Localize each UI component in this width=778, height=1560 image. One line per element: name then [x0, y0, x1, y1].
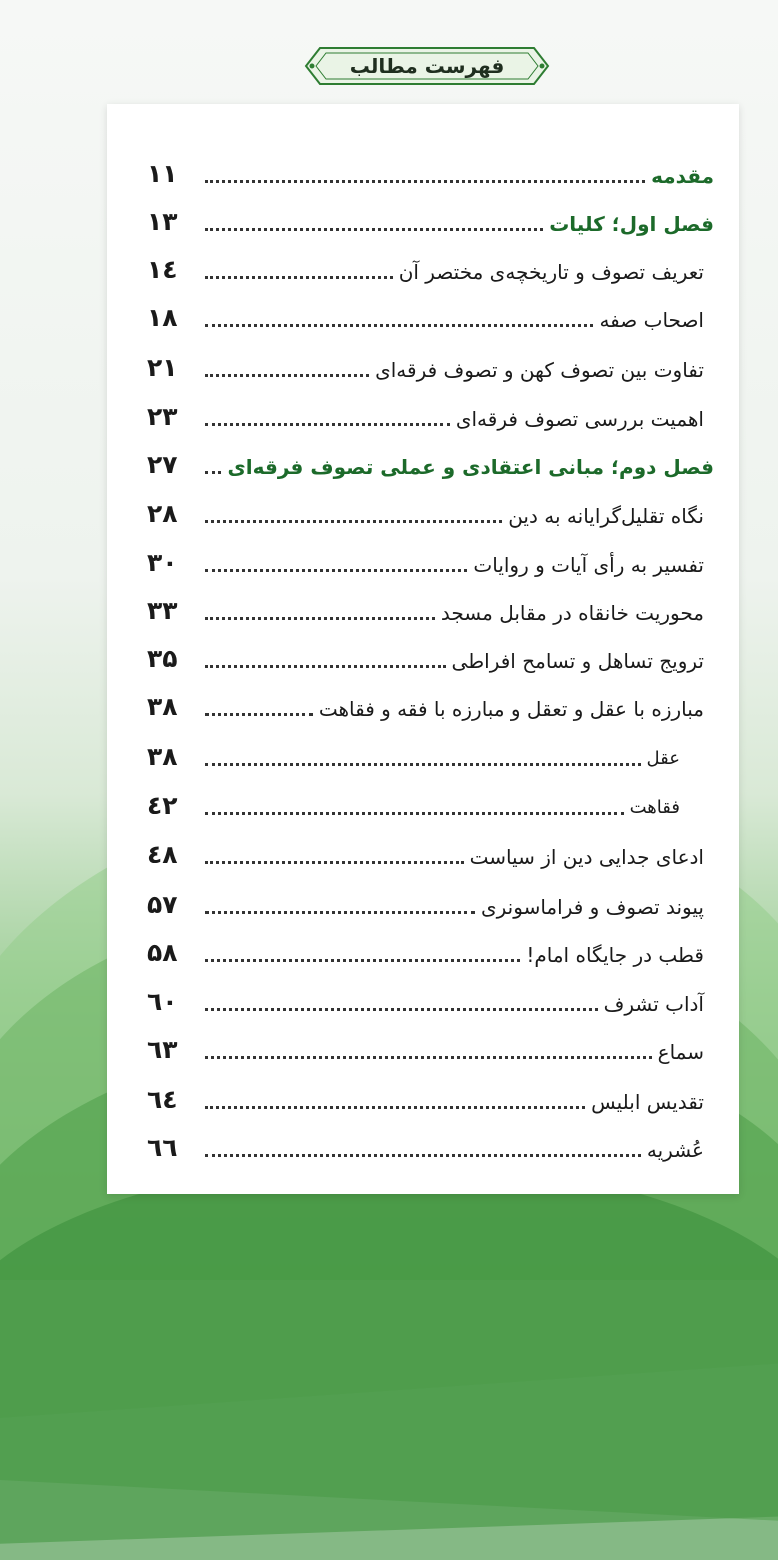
- toc-label: تقدیس ابلیس: [591, 1090, 704, 1114]
- toc-page-number: ۱٤: [147, 255, 178, 284]
- toc-label: فقاهت: [629, 797, 680, 818]
- toc-row[interactable]: [147, 783, 714, 829]
- toc-label: اهمیت بررسی تصوف فرقه‌ای: [455, 407, 704, 431]
- toc-leader-dots: [205, 180, 645, 183]
- toc-leader-dots: [205, 665, 446, 668]
- toc-page-number: ۲۱: [147, 353, 178, 382]
- toc-leader-dots: [205, 276, 393, 279]
- toc-page-number: ۳۵: [147, 644, 178, 673]
- toc-label: فصل دوم؛ مبانی اعتقادی و عملی تصوف فرقه‌ای: [227, 455, 714, 479]
- background-hill: [0, 1160, 778, 1560]
- toc-leader-dots: [205, 763, 641, 766]
- toc-label: قطب در جایگاه امام!: [526, 943, 704, 967]
- toc-row[interactable]: [147, 1125, 714, 1171]
- toc-leader-dots: [205, 423, 450, 426]
- toc-leader-dots: [205, 520, 502, 523]
- toc-page-number: ۲۷: [147, 450, 178, 479]
- toc-row[interactable]: [147, 151, 714, 197]
- toc-row[interactable]: [147, 247, 714, 293]
- toc-leader-dots: [205, 959, 520, 962]
- toc-leader-dots: [205, 374, 369, 377]
- toc-label: مبارزه با عقل و تعقل و مبارزه با فقه و فقاهت: [318, 697, 704, 721]
- toc-page-number: ۱۱: [147, 159, 178, 188]
- toc-leader-dots: [205, 911, 475, 914]
- toc-row[interactable]: [147, 882, 714, 928]
- toc-row[interactable]: [147, 1077, 714, 1123]
- toc-label: تفسیر به رأی آیات و روایات: [473, 553, 704, 577]
- toc-leader-dots: [205, 861, 464, 864]
- toc-page-number: ۳۸: [147, 692, 178, 721]
- toc-row[interactable]: [147, 832, 714, 878]
- toc-page-number: ۵۸: [147, 938, 178, 967]
- toc-label: ادعای جدایی دین از سیاست: [469, 845, 704, 869]
- toc-row[interactable]: [147, 1027, 714, 1073]
- toc-page-number: ٦٦: [147, 1133, 178, 1162]
- toc-page-number: ۱۸: [147, 303, 178, 332]
- toc-label: اصحاب صفه: [599, 308, 704, 332]
- toc-label: تعریف تصوف و تاریخچه‌ی مختصر آن: [398, 260, 704, 284]
- toc-label: محوریت خانقاه در مقابل مسجد: [440, 601, 704, 625]
- toc-label: فصل اول؛ کلیات: [549, 212, 714, 236]
- toc-row[interactable]: [147, 295, 714, 341]
- toc-leader-dots: [205, 1008, 598, 1011]
- toc-row[interactable]: [147, 684, 714, 730]
- toc-leader-dots: [205, 713, 313, 716]
- toc-leader-dots: [205, 1154, 641, 1157]
- toc-label: تفاوت بین تصوف کهن و تصوف فرقه‌ای: [375, 358, 704, 382]
- toc-page-number: ۲۳: [147, 402, 178, 431]
- toc-leader-dots: [205, 228, 543, 231]
- toc-label: آداب تشرف: [603, 992, 704, 1016]
- toc-page-number: ٤۲: [147, 791, 178, 820]
- toc-page-number: ٦٤: [147, 1085, 178, 1114]
- toc-page-number: ٦۰: [147, 987, 178, 1016]
- toc-row[interactable]: [147, 491, 714, 537]
- toc-row[interactable]: [147, 345, 714, 391]
- toc-row[interactable]: [147, 540, 714, 586]
- toc-page-number: ۱۳: [147, 207, 178, 236]
- page-title: فهرست مطالب: [349, 54, 505, 78]
- toc-row[interactable]: [147, 394, 714, 440]
- toc-leader-dots: [205, 1056, 652, 1059]
- toc-row[interactable]: [147, 636, 714, 682]
- toc-page-number: ٦۳: [147, 1035, 178, 1064]
- toc-row[interactable]: [147, 199, 714, 245]
- toc-label: عُشریه: [646, 1138, 704, 1162]
- toc-label: ترویج تساهل و تسامح افراطی: [451, 649, 704, 673]
- toc-row[interactable]: [147, 588, 714, 634]
- toc-label: نگاه تقلیل‌گرایانه به دین: [508, 504, 704, 528]
- toc-leader-dots: [205, 1106, 585, 1109]
- title-banner: [302, 44, 552, 88]
- toc-leader-dots: [205, 569, 467, 572]
- toc-page-number: ۳۰: [147, 548, 178, 577]
- toc-card: [107, 104, 739, 1194]
- toc-label: عقل: [646, 748, 680, 769]
- toc-leader-dots: [205, 471, 221, 474]
- toc-page-number: ۵۷: [147, 890, 178, 919]
- toc-label: مقدمه: [651, 164, 714, 188]
- toc-page-number: ٤۸: [147, 840, 178, 869]
- toc-row[interactable]: [147, 442, 714, 488]
- toc-row[interactable]: [147, 734, 714, 780]
- toc-leader-dots: [205, 812, 624, 815]
- toc-row[interactable]: [147, 979, 714, 1025]
- toc-page-number: ۳۸: [147, 742, 178, 771]
- toc-page-number: ۲۸: [147, 499, 178, 528]
- toc-label: پیوند تصوف و فراماسونری: [480, 895, 704, 919]
- toc-leader-dots: [205, 617, 435, 620]
- toc-label: سماع: [657, 1040, 704, 1064]
- toc-leader-dots: [205, 324, 593, 327]
- toc-page-number: ۳۳: [147, 596, 178, 625]
- toc-row[interactable]: [147, 930, 714, 976]
